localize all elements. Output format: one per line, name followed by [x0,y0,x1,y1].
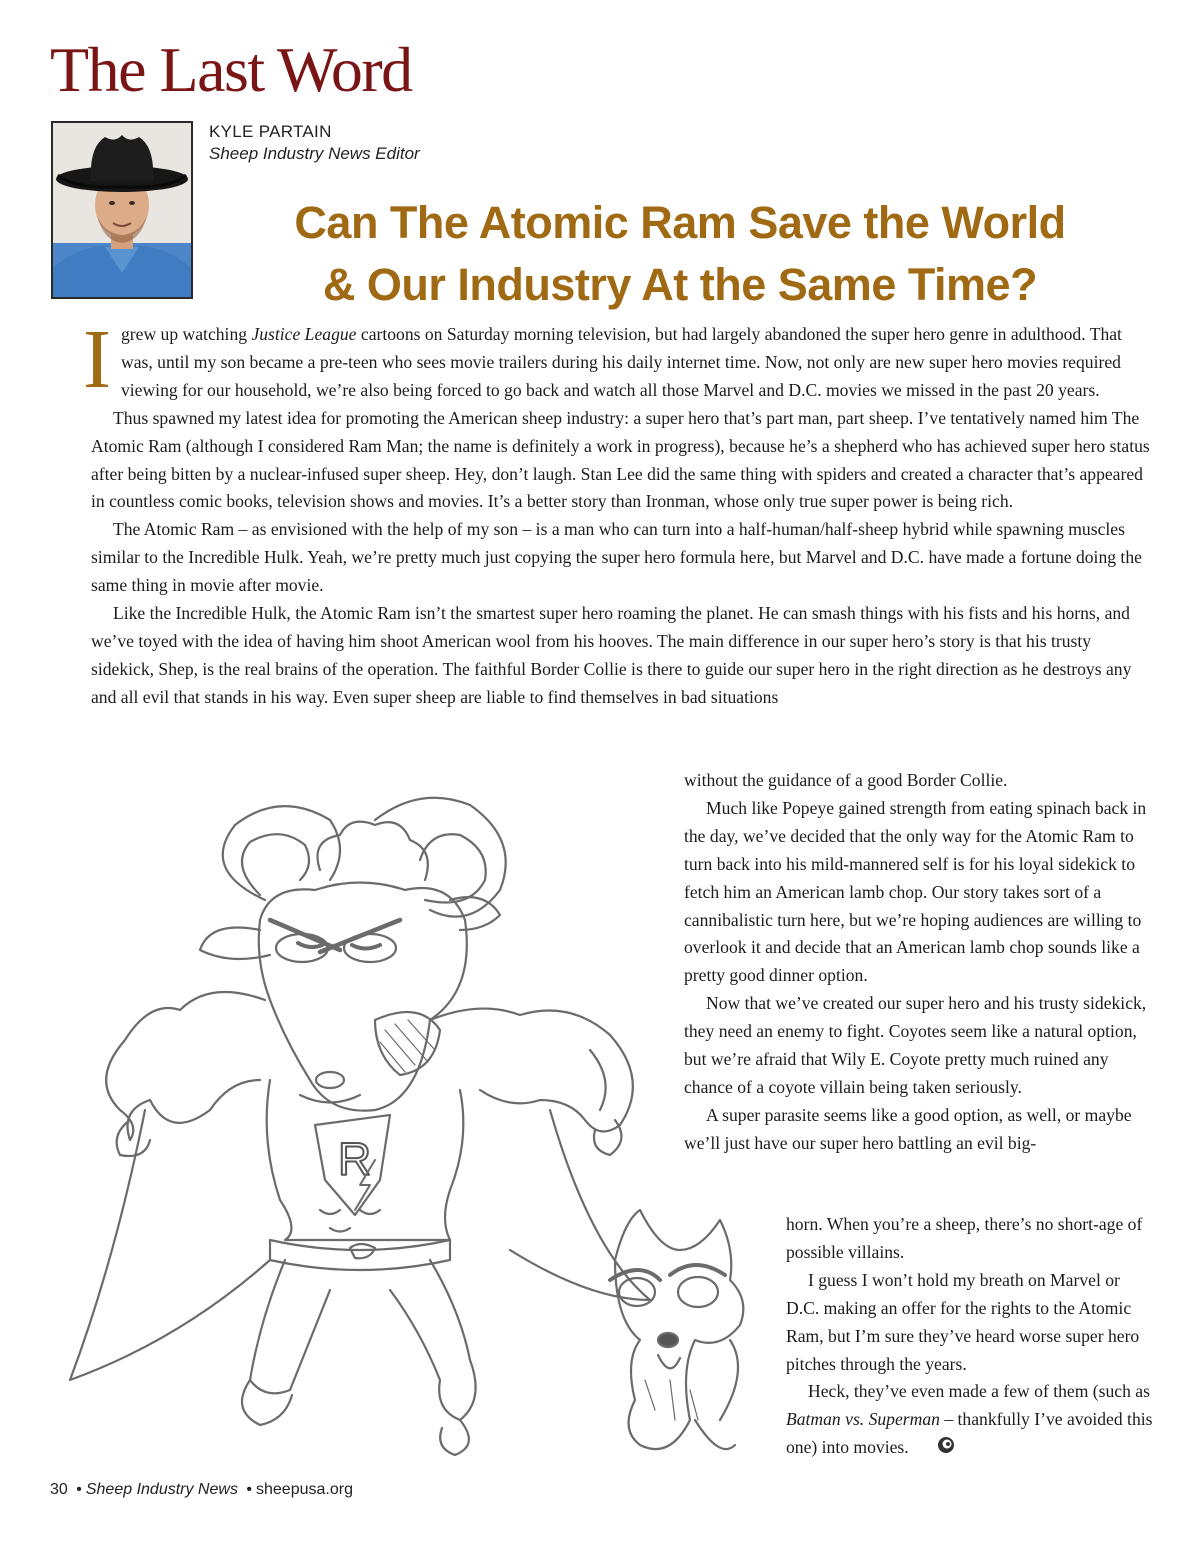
author-role: Sheep Industry News Editor [209,144,420,163]
chest-letter: R [338,1133,372,1185]
paragraph-3: The Atomic Ram – as envisioned with the help of my son – is a man who can turn into a half-human/half-sheep hybrid while spawning muscles similar to the Incredible Hulk. Yeah, we’re pretty much just copying the super hero formula here, but Marvel and D.C. have made a fortune doing the same thing in movie after movie. [91,519,1142,596]
paragraph-7: A super parasite seems like a good option, as well, or maybe we’ll just have our super hero battling an evil big- [684,1104,1132,1153]
paragraph-1 [83,313,1151,406]
article-narrow-column [786,1211,1156,1463]
publication-name: Sheep Industry News [85,1481,238,1498]
page-footer [50,1481,353,1499]
section-title: The Last Word [50,34,412,105]
author-name: KYLE PARTAIN [209,122,332,141]
paragraph-7-continued: horn. When you’re a sheep, there’s no short-age of possible villains. [786,1214,1143,1262]
footer-bullet: • [76,1481,82,1498]
paragraph-4-continued: without the guidance of a good Border Collie. [684,770,1008,790]
drop-cap: I [83,313,111,406]
paragraph-4: Like the Incredible Hulk, the Atomic Ram isn’t the smartest super hero roaming the planet. He can smash things with his fists and his horns, and we’ve toyed with the idea of having him shoot American wool from his hooves. The main difference in our super hero’s story is that his trusty sidekick, Shep, is the real brains of the operation. The faithful Border Collie is there to guide our super hero in the right direction as he destroys any and all evil that stands in his way. Even super sheep are liable to find themselves in bad situations [91,603,1132,707]
page-number: 30 [50,1481,68,1498]
right-horn [375,798,506,917]
cape [70,1110,270,1380]
ram-head [259,883,467,1111]
left-leg [250,1260,330,1393]
footer-bullet-2: • [246,1481,252,1498]
paragraph-1-text-b: cartoons on Saturday morning television, but had largely abandoned the super hero genre in adulthood. That was, until my son became a pre-teen who sees movie trailers during his daily internet time. Now, not only are new super hero movies required viewing for our household, we’re also being forced to go back and watch all those Marvel and D.C. movies we missed in the past 20 years. [120,324,1122,400]
author-byline [209,122,420,164]
paragraph-9-text-b: – thankfully I’ve avoided this one) into movies. [786,1409,1153,1458]
author-photo [51,121,193,299]
movie-title: Batman vs. Superman [786,1409,940,1430]
paragraph-8: I guess I won’t hold my breath on Marvel or D.C. making an offer for the rights to the Atomic Ram, but I’m sure they’ve heard worse super hero pitches through the years. [786,1269,1140,1374]
paragraph-1-text-a: grew up watching [120,324,252,344]
website-link[interactable]: sheepusa.org [256,1481,353,1498]
paragraph-5: Much like Popeye gained strength from eating spinach back in the day, we’ve decided that the only way for the Atomic Ram to turn back into his mild-mannered self is for his loyal sidekick to fetch him an American lamb chop. Our story takes sort of a cannibalistic turn here, but we’re hoping audiences are willing to overlook it and decide that an American lamb chop sounds like a pretty good dinner option. [684,797,1147,986]
paragraph-2: Thus spawned my latest idea for promoting the American sheep industry: a super hero that’s part man, part sheep. I’ve tentatively named him The Atomic Ram (although I considered Ram Man; the name is definitely a work in progress), because he’s a shepherd who has achieved super hero status after being bitten by a nuclear-infused super sheep. Hey, don’t laugh. Stan Lee did the same thing with spiders and created a character that’s appeared in countless comic books, television shows and movies. It’s a better story than Ironman, whose only true super power is being rich. [91,407,1150,512]
left-horn [223,806,340,900]
article-body [83,313,1151,712]
headline-line-2: & Our Industry At the Same Time? [322,259,1038,310]
paragraph-9-text-a: Heck, they’ve even made a few of them (such as [808,1381,1150,1402]
sheep-logo-icon [915,1435,955,1463]
paragraph-6: Now that we’ve created our super hero and his trusty sidekick, they need an enemy to fight. Coyotes seem like a natural option, but we’re afraid that Wily E. Coyote pretty much ruined any chance of a coyote villain being taken seriously. [684,993,1147,1097]
left-arm [106,992,265,1140]
paragraph-9 [786,1378,1156,1463]
headline-line-1: Can The Atomic Ram Save the World [294,197,1066,248]
right-leg [390,1260,476,1420]
show-title: Justice League [251,324,357,344]
headline [200,192,1160,316]
atomic-ram-illustration [30,780,790,1500]
